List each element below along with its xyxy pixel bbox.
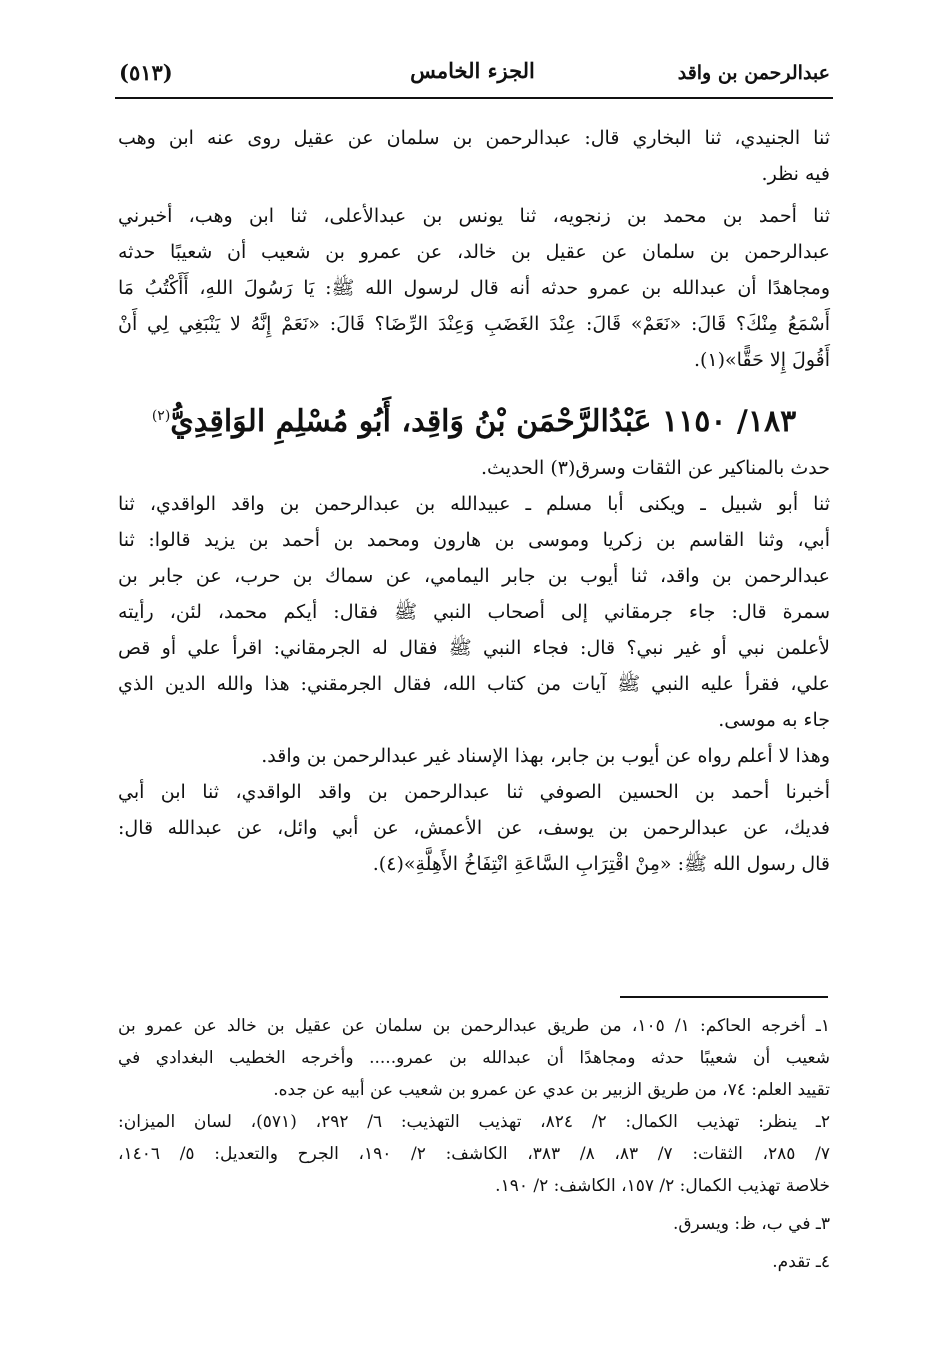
- paragraph-5: [118, 738, 830, 774]
- footnotes: [118, 1010, 830, 1278]
- footnote-line: ٢ـ ينظر: تهذيب الكمال: ٢/ ٨٢٤، تهذيب التهذيب: ٦/ ٢٩٢، (٥٧١)، لسان الميزان:: [118, 1112, 830, 1132]
- text-line: ثنا أبو شبيل ـ ويكنى أبا مسلم ـ عبيدالله بن عبدالرحمن بن واقد الواقدي، ثنا: [118, 493, 830, 515]
- header-title: عبدالرحمن بن واقد: [677, 62, 830, 84]
- paragraph-6: [118, 774, 830, 882]
- paragraph-2: [118, 198, 830, 378]
- text-line: لأعلمن نبي أو غير نبي؟ قال: فجاء النبي ﷺ فقال له الجرمقاني: اقرأ علي أو قص: [118, 637, 830, 659]
- text-line: جاء به موسى.: [718, 709, 830, 731]
- footnote-line: خلاصة تهذيب الكمال: ٢/ ١٥٧، الكاشف: ٢/ ١٩٠.: [495, 1176, 830, 1196]
- footnote-line: ٣ـ في ب، ظ: ويسرق.: [672, 1214, 830, 1234]
- text-line: ثنا أحمد بن محمد بن زنجويه، ثنا يونس بن عبدالأعلى، ثنا ابن وهب، أخبرني: [118, 205, 830, 227]
- footnote-4: [118, 1246, 830, 1278]
- footnote-line: ٧/ ٢٨٥، الثقات: ٧/ ٨٣، ٨/ ٣٨٣، الكاشف: ٢/ ١٩٠، الجرح والتعديل: ٥/ ١٤٠٦،: [118, 1144, 830, 1164]
- entry-heading-footnote-ref: (٢): [151, 408, 171, 424]
- text-line: أَسْمَعُ مِنْكَ؟ قَالَ: «نَعَمْ» قَالَ: عِنْدَ الغَضَبِ وَعِنْدَ الرِّضَا؟ قَالَ: «نَعَمْ إِنَّهُ لا يَنْبَغِي لِي أَنْ: [118, 313, 830, 335]
- paragraph-1: [118, 120, 830, 192]
- main-text: [118, 120, 830, 882]
- entry-heading-text: ١٨٣/ ١١٥٠ عَبْدُالرَّحْمَن بْنُ وَاقِد، أَبُو مُسْلِمِ الوَاقِدِيُّ: [170, 404, 797, 439]
- text-line: وهذا لا أعلم رواه عن أيوب بن جابر، بهذا الإسناد غير عبدالرحمن بن واقد.: [261, 745, 830, 767]
- footnote-line: شعيب أن شعيبًا حدثه ومجاهدًا أن عبدالله بن عمرو..... وأخرجه الخطيب البغدادي في: [118, 1048, 830, 1068]
- text-line: قال رسول الله ﷺ: «مِنْ اقْتِرَابِ السَّاعَةِ انْتِفَاخُ الأَهِلَّةِ»(٤).: [372, 853, 830, 875]
- footnote-3: [118, 1208, 830, 1240]
- text-line: علي، فقرأ عليه النبي ﷺ آيات من كتاب الله، فقال الجرمقني: هذا والله الدين الذي: [118, 673, 830, 695]
- header-rule: [115, 97, 833, 99]
- page-number: (٥١٣): [119, 60, 173, 85]
- footnote-1: [118, 1010, 830, 1106]
- running-header: [115, 56, 830, 90]
- footnote-line: تقييد العلم: ٧٤، من طريق الزبير بن عدي عن عمرو بن شعيب عن أبيه عن جده.: [273, 1080, 830, 1100]
- text-line: حدث بالمناكير عن الثقات وسرق(٣) الحديث.: [481, 457, 830, 479]
- footnote-rule: [620, 996, 828, 998]
- text-line: فديك، عن عبدالرحمن بن يوسف، عن الأعمش، عن أبي وائل، عن عبدالله قال:: [118, 817, 830, 839]
- text-line: أخبرنا أحمد بن الحسين الصوفي ثنا عبدالرحمن بن واقد الواقدي، ثنا ابن أبي: [118, 781, 830, 803]
- text-line: سمرة قال: جاء جرمقاني إلى أصحاب النبي ﷺ فقال: أيكم محمد، لئن، رأيته: [118, 601, 830, 623]
- paragraph-3: [118, 450, 830, 486]
- text-line: أبي، وثنا القاسم بن زكريا وموسى بن هارون ومحمد بن أحمد بن يزيد قالوا: ثنا: [118, 529, 830, 551]
- text-line: أَقُولَ إِلا حَقًّا»(١).: [693, 349, 830, 371]
- text-line: عبدالرحمن بن سلمان عن عقيل بن خالد، عن عمرو بن شعيب أن شعيبًا حدثه: [118, 241, 830, 263]
- text-line: ثنا الجنيدي، ثنا البخاري قال: عبدالرحمن بن سلمان عن عقيل روى عنه ابن وهب: [118, 127, 830, 149]
- footnote-line: ١ـ أخرجه الحاكم: ١/ ١٠٥، من طريق عبدالرحمن بن سلمان عن عقيل بن خالد عن عمرو بن: [118, 1016, 830, 1036]
- paragraph-4: [118, 486, 830, 738]
- footnote-line: ٤ـ تقدم.: [772, 1252, 830, 1272]
- text-line: عبدالرحمن بن واقد، ثنا أيوب بن جابر اليمامي، عن سماك بن حرب، عن جابر بن: [118, 565, 830, 587]
- text-line: فيه نظر.: [761, 163, 830, 185]
- text-line: ومجاهدًا أن عبدالله بن عمرو حدثه أنه قال لرسول الله ﷺ: يَا رَسُولَ اللهِ، أَأَكْتُبُ مَا: [118, 277, 830, 299]
- header-volume: الجزء الخامس: [410, 58, 535, 83]
- entry-heading: [118, 388, 830, 444]
- footnote-2: [118, 1106, 830, 1202]
